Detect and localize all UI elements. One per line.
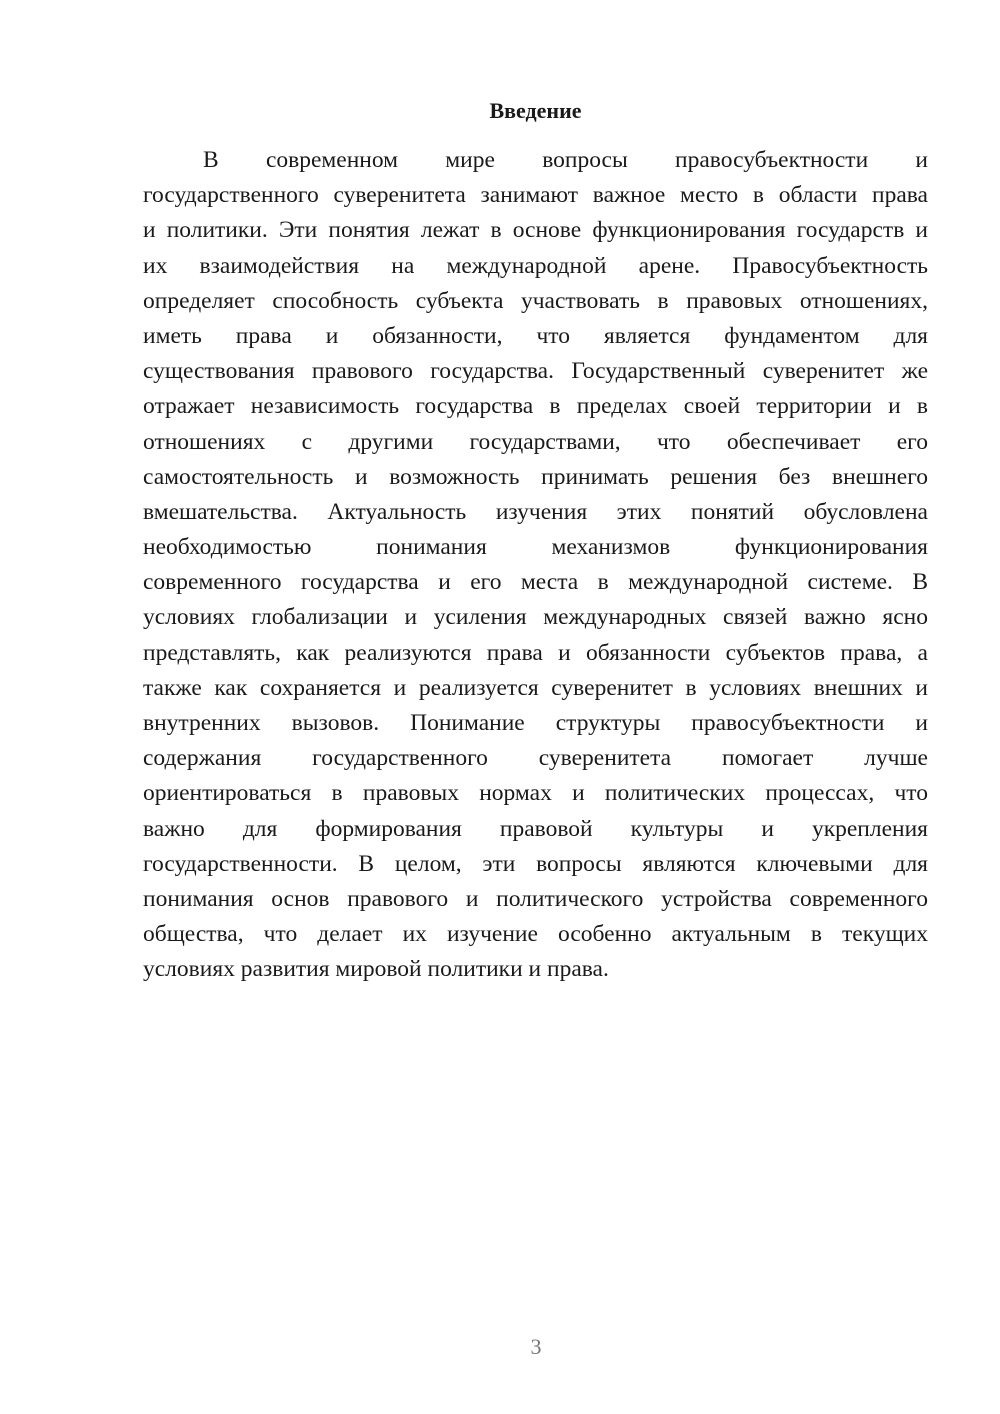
paragraph-line: отношениях с другими государствами, что обеспечивает его	[143, 428, 928, 455]
paragraph-line: условиях глобализации и усиления международных связей важно ясно	[143, 604, 928, 631]
paragraph-line: иметь права и обязанности, что является фундаментом для	[143, 322, 928, 349]
introduction-paragraph	[143, 143, 928, 988]
paragraph-line: их взаимодействия на международной арене. Правосубъектность	[143, 252, 928, 279]
paragraph-line: В современном мире вопросы правосубъектности и	[203, 147, 928, 173]
paragraph-line: и политики. Эти понятия лежат в основе функционирования государств и	[143, 217, 928, 244]
paragraph-line: необходимостью понимания механизмов функционирования	[143, 534, 928, 561]
paragraph-line: существования правового государства. Государственный суверенитет же	[143, 358, 928, 385]
paragraph-line: важно для формирования правовой культуры и укрепления	[143, 815, 928, 842]
paragraph-line: определяет способность субъекта участвовать в правовых отношениях,	[143, 287, 928, 314]
paragraph-line: отражает независимость государства в пределах своей территории и в	[143, 393, 928, 420]
page-number: 3	[530, 1334, 542, 1359]
paragraph-line: вмешательства. Актуальность изучения этих понятий обусловлена	[143, 498, 928, 525]
paragraph-line: современного государства и его места в международной системе. В	[143, 569, 928, 596]
paragraph-line: внутренних вызовов. Понимание структуры правосубъектности и	[143, 710, 928, 736]
paragraph-line: самостоятельность и возможность принимать решения без внешнего	[143, 463, 928, 490]
section-heading: Введение	[489, 98, 582, 123]
paragraph-line: условиях развития мировой политики и права.	[143, 956, 609, 983]
paragraph-line: представлять, как реализуются права и обязанности субъектов права, а	[143, 639, 928, 666]
paragraph-line: также как сохраняется и реализуется суверенитет в условиях внешних и	[143, 674, 928, 701]
paragraph-line: государственности. В целом, эти вопросы являются ключевыми для	[143, 850, 928, 877]
paragraph-line: содержания государственного суверенитета помогает лучше	[143, 745, 928, 772]
paragraph-line: ориентироваться в правовых нормах и политических процессах, что	[143, 780, 928, 807]
paragraph-line: понимания основ правового и политического устройства современного	[143, 885, 928, 912]
paragraph-line: государственного суверенитета занимают важное место в области права	[143, 182, 928, 209]
paragraph-line: общества, что делает их изучение особенно актуальным в текущих	[143, 921, 928, 948]
